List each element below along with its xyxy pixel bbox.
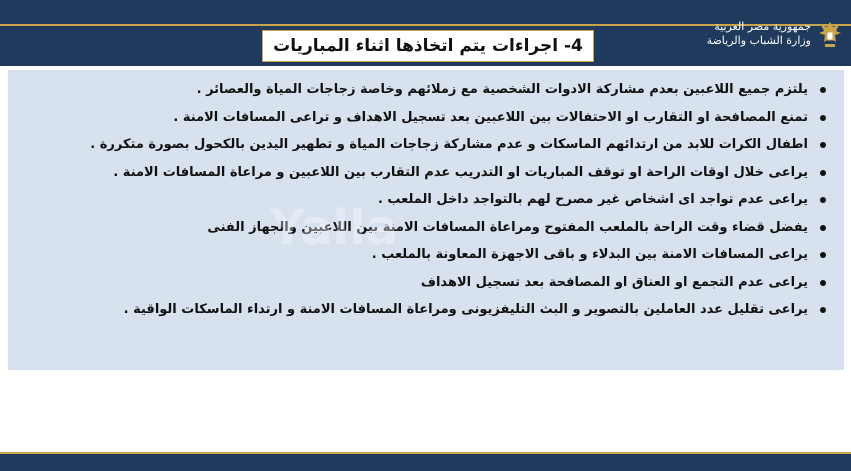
footer-bar (0, 452, 851, 471)
header-bar (0, 0, 851, 66)
bullet-icon (820, 142, 826, 148)
bullet-icon (820, 225, 826, 231)
ministry-line-2: وزارة الشباب والرياضة (706, 34, 811, 47)
rule-item (22, 104, 830, 132)
rule-text: يراعى عدم تواجد اى اشخاص غير مصرح لهم بالتواجد داخل الملعب . (377, 192, 808, 207)
rule-item (22, 269, 830, 297)
rules-panel (8, 70, 844, 370)
rule-text: يراعى خلال اوقات الراحة او توقف المباريات او التدريب عدم التقارب بين اللاعبين و مراعاة المسافات الامنة . (113, 164, 808, 180)
bullet-icon (820, 252, 826, 258)
footer-gold-line (0, 452, 851, 454)
rule-text: يفضل قضاء وقت الراحة بالملعب المفتوح ومراعاة المسافات الامنة بين اللاعبين والجهاز الفنى (207, 219, 808, 235)
rule-item (22, 241, 830, 269)
rule-text: يراعى تقليل عدد العاملين بالتصوير و البث التليفزيونى ومراعاة المسافات الامنة و ارتداء الماسكات الواقية . (123, 302, 808, 317)
bullet-icon (820, 87, 826, 93)
ministry-line-1: جمهورية مصر العربية (714, 20, 811, 33)
egypt-eagle-emblem-icon (817, 20, 843, 50)
rule-text: يراعى عدم التجمع او العناق او المصافحة بعد تسجيل الاهداف (420, 274, 808, 290)
title-box (262, 30, 594, 62)
rule-text: تمنع المصافحة او التقارب او الاحتفالات بين اللاعبين بعد تسجيل الاهداف و تراعى المسافات الامنة . (173, 109, 808, 125)
rule-item (22, 296, 830, 324)
rule-item (22, 159, 830, 187)
rule-text: اطفال الكرات للابد من ارتدائهم الماسكات و عدم مشاركة زجاجات المياة و تطهير اليدين بالكحول بصورة متكررة . (90, 137, 808, 152)
rules-list (8, 70, 844, 324)
bullet-icon (820, 197, 826, 203)
rule-item (22, 214, 830, 242)
rule-item (22, 76, 830, 104)
bullet-icon (820, 170, 826, 176)
bullet-icon (820, 115, 826, 121)
rule-text: يلتزم جميع اللاعبين بعدم مشاركة الادوات الشخصية مع زملائهم وخاصة زجاجات المياة والعصائر . (196, 82, 808, 97)
bullet-icon (820, 307, 826, 313)
rule-item (22, 186, 830, 214)
rule-item (22, 131, 830, 159)
page-title: 4- اجراءات يتم اتخاذها اثناء المباريات (273, 36, 583, 56)
watermark: Yalla (270, 200, 399, 256)
ministry-label (707, 20, 811, 48)
bullet-icon (820, 280, 826, 286)
rule-text: يراعى المسافات الامنة بين البدلاء و باقى الاجهزة المعاونة بالملعب . (371, 247, 808, 262)
